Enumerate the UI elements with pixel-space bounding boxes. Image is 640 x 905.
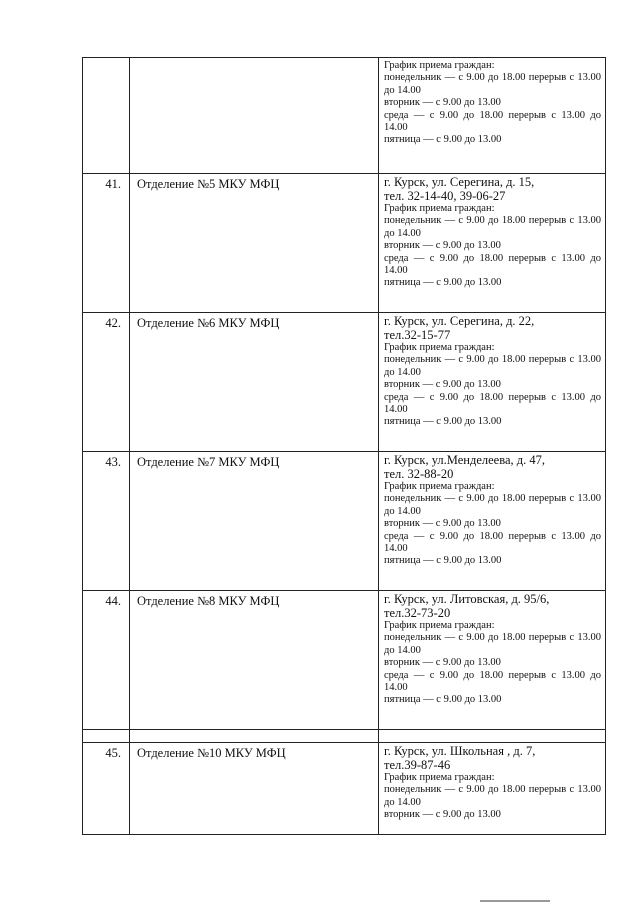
spacer-row [83,730,606,743]
schedule-heading: График приема граждан: [384,772,495,783]
office-name: Отделение №10 МКУ МФЦ [130,743,379,835]
schedule-line: вторник — с 9.00 до 13.00 [384,518,501,530]
address-line: тел. 32-88-20 [384,466,454,481]
office-name [130,58,379,174]
schedule-line: вторник — с 9.00 до 13.00 [384,97,501,109]
schedule-line: понедельник — с 9.00 до 18.00 перерыв с 13.00 до 14.00 [384,632,601,656]
office-name: Отделение №8 МКУ МФЦ [130,591,379,730]
schedule-line: пятница — с 9.00 до 13.00 [384,134,502,146]
office-number: 42. [83,313,130,452]
office-schedule [384,481,601,568]
schedule-line: вторник — с 9.00 до 13.00 [384,240,501,252]
office-row [83,174,606,313]
schedule-line: среда — с 9.00 до 18.00 перерыв с 13.00 до 14.00 [384,669,601,694]
offices-table [82,57,606,835]
spacer-cell [379,730,606,743]
schedule-heading: График приема граждан: [384,60,495,71]
schedule-line: пятница — с 9.00 до 13.00 [384,416,502,428]
office-contact-info [379,58,606,174]
office-address [384,454,601,481]
office-number [83,58,130,174]
office-number: 45. [83,743,130,835]
address-line: тел. 32-14-40, 39-06-27 [384,188,506,203]
office-contact-info [379,452,606,591]
address-line: г. Курск, ул. Школьная , д. 7, [384,744,536,758]
schedule-heading: График приема граждан: [384,203,495,214]
office-contact-info [379,591,606,730]
schedule-line: понедельник — с 9.00 до 18.00 перерыв с 13.00 до 14.00 [384,215,601,239]
office-row [83,591,606,730]
address-line: г. Курск, ул.Менделеева, д. 47, [384,453,545,467]
schedule-line: среда — с 9.00 до 18.00 перерыв с 13.00 до 14.00 [384,530,601,555]
address-line: тел.32-15-77 [384,327,451,342]
address-line: г. Курск, ул. Литовская, д. 95/6, [384,592,550,606]
office-row [83,743,606,835]
spacer-cell [83,730,130,743]
office-contact-info [379,313,606,452]
office-schedule [384,342,601,429]
office-schedule [384,620,601,707]
office-name: Отделение №6 МКУ МФЦ [130,313,379,452]
address-line: г. Курск, ул. Серегина, д. 22, [384,314,535,328]
schedule-line: среда — с 9.00 до 18.00 перерыв с 13.00 до 14.00 [384,252,601,277]
schedule-line: понедельник — с 9.00 до 18.00 перерыв с 13.00 до 14.00 [384,784,601,808]
schedule-line: пятница — с 9.00 до 13.00 [384,555,502,567]
schedule-heading: График приема граждан: [384,342,495,353]
office-name: Отделение №7 МКУ МФЦ [130,452,379,591]
office-contact-info [379,743,606,835]
office-schedule [384,203,601,290]
office-name: Отделение №5 МКУ МФЦ [130,174,379,313]
schedule-line: понедельник — с 9.00 до 18.00 перерыв с 13.00 до 14.00 [384,354,601,378]
office-number: 44. [83,591,130,730]
office-address [384,176,601,203]
offices-table-body [83,58,606,835]
office-address [384,745,601,772]
schedule-line: вторник — с 9.00 до 13.00 [384,657,501,669]
spacer-cell [130,730,379,743]
office-address [384,593,601,620]
address-line: тел.32-73-20 [384,605,451,620]
office-row [83,313,606,452]
page-edge-mark [480,900,550,902]
schedule-line: вторник — с 9.00 до 13.00 [384,809,501,821]
schedule-line: пятница — с 9.00 до 13.00 [384,694,502,706]
office-row [83,452,606,591]
office-address [384,315,601,342]
schedule-heading: График приема граждан: [384,620,495,631]
office-row [83,58,606,174]
office-schedule [384,772,601,822]
schedule-line: пятница — с 9.00 до 13.00 [384,277,502,289]
schedule-line: вторник — с 9.00 до 13.00 [384,379,501,391]
schedule-line: среда — с 9.00 до 18.00 перерыв с 13.00 до 14.00 [384,109,601,134]
schedule-line: понедельник — с 9.00 до 18.00 перерыв с 13.00 до 14.00 [384,72,601,96]
schedule-line: среда — с 9.00 до 18.00 перерыв с 13.00 до 14.00 [384,391,601,416]
office-schedule [384,60,601,147]
schedule-line: понедельник — с 9.00 до 18.00 перерыв с 13.00 до 14.00 [384,493,601,517]
address-line: тел.39-87-46 [384,757,451,772]
office-contact-info [379,174,606,313]
office-number: 41. [83,174,130,313]
schedule-heading: График приема граждан: [384,481,495,492]
office-number: 43. [83,452,130,591]
address-line: г. Курск, ул. Серегина, д. 15, [384,175,535,189]
